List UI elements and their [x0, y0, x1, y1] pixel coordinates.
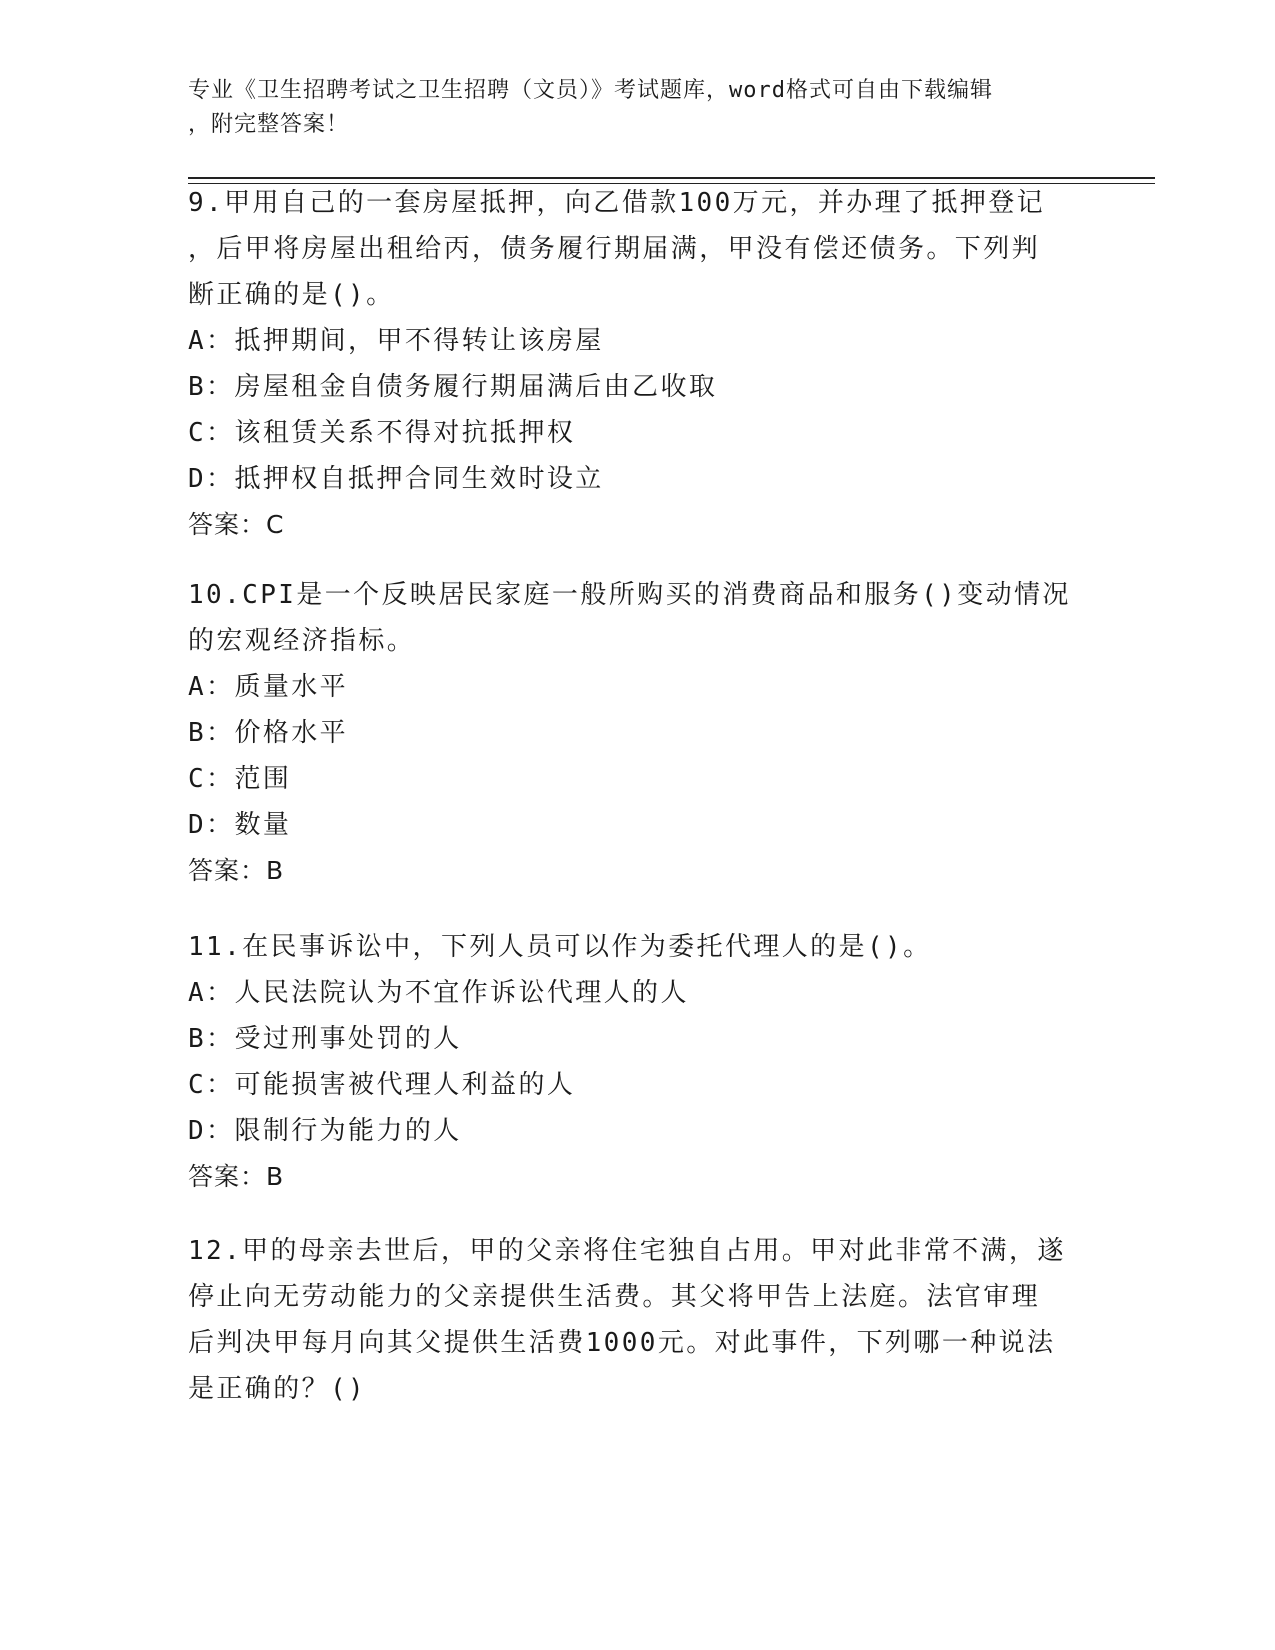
header-line: 专业《卫生招聘考试之卫生招聘（文员）》考试题库，word格式可自由下载编辑 — [188, 78, 993, 103]
option-b: B：房屋租金自债务履行期届满后由乙收取 — [188, 372, 718, 402]
answer: 答案：C — [188, 510, 285, 539]
question-11 — [188, 924, 1088, 1200]
option-c: C：范围 — [188, 764, 292, 794]
question-12 — [188, 1228, 1088, 1412]
question-stem-line: 10.CPI是一个反映居民家庭一般所购买的消费商品和服务()变动情况 — [188, 580, 1071, 610]
option-b: B：价格水平 — [188, 718, 349, 748]
question-stem-line: 停止向无劳动能力的父亲提供生活费。其父将甲告上法庭。法官审理 — [188, 1282, 1041, 1312]
option-a: A：抵押期间，甲不得转让该房屋 — [188, 326, 604, 356]
header-divider — [188, 177, 1155, 179]
question-stem-line: 11.在民事诉讼中，下列人员可以作为委托代理人的是()。 — [188, 932, 932, 962]
document-header — [188, 74, 1088, 142]
question-stem-line: 的宏观经济指标。 — [188, 626, 416, 656]
option-c: C：可能损害被代理人利益的人 — [188, 1070, 576, 1100]
option-d: D：限制行为能力的人 — [188, 1116, 462, 1146]
option-d: D：数量 — [188, 810, 292, 840]
question-10 — [188, 572, 1088, 894]
option-b: B：受过刑事处罚的人 — [188, 1024, 462, 1054]
answer: 答案：B — [188, 856, 285, 885]
question-stem-line: 9.甲用自己的一套房屋抵押，向乙借款100万元，并办理了抵押登记 — [188, 188, 1046, 218]
option-a: A：人民法院认为不宜作诉讼代理人的人 — [188, 978, 689, 1008]
question-stem-line: ，后甲将房屋出租给丙，债务履行期届满，甲没有偿还债务。下列判 — [188, 234, 1041, 264]
question-stem-line: 是正确的？() — [188, 1374, 367, 1404]
header-line: ，附完整答案！ — [188, 112, 350, 137]
question-stem-line: 断正确的是()。 — [188, 280, 395, 310]
question-stem-line: 后判决甲每月向其父提供生活费1000元。对此事件，下列哪一种说法 — [188, 1328, 1056, 1358]
answer: 答案：B — [188, 1162, 285, 1191]
option-c: C：该租赁关系不得对抗抵押权 — [188, 418, 576, 448]
question-stem-line: 12.甲的母亲去世后，甲的父亲将住宅独自占用。甲对此非常不满，遂 — [188, 1236, 1066, 1266]
option-d: D：抵押权自抵押合同生效时设立 — [188, 464, 604, 494]
question-9 — [188, 180, 1088, 548]
option-a: A：质量水平 — [188, 672, 349, 702]
